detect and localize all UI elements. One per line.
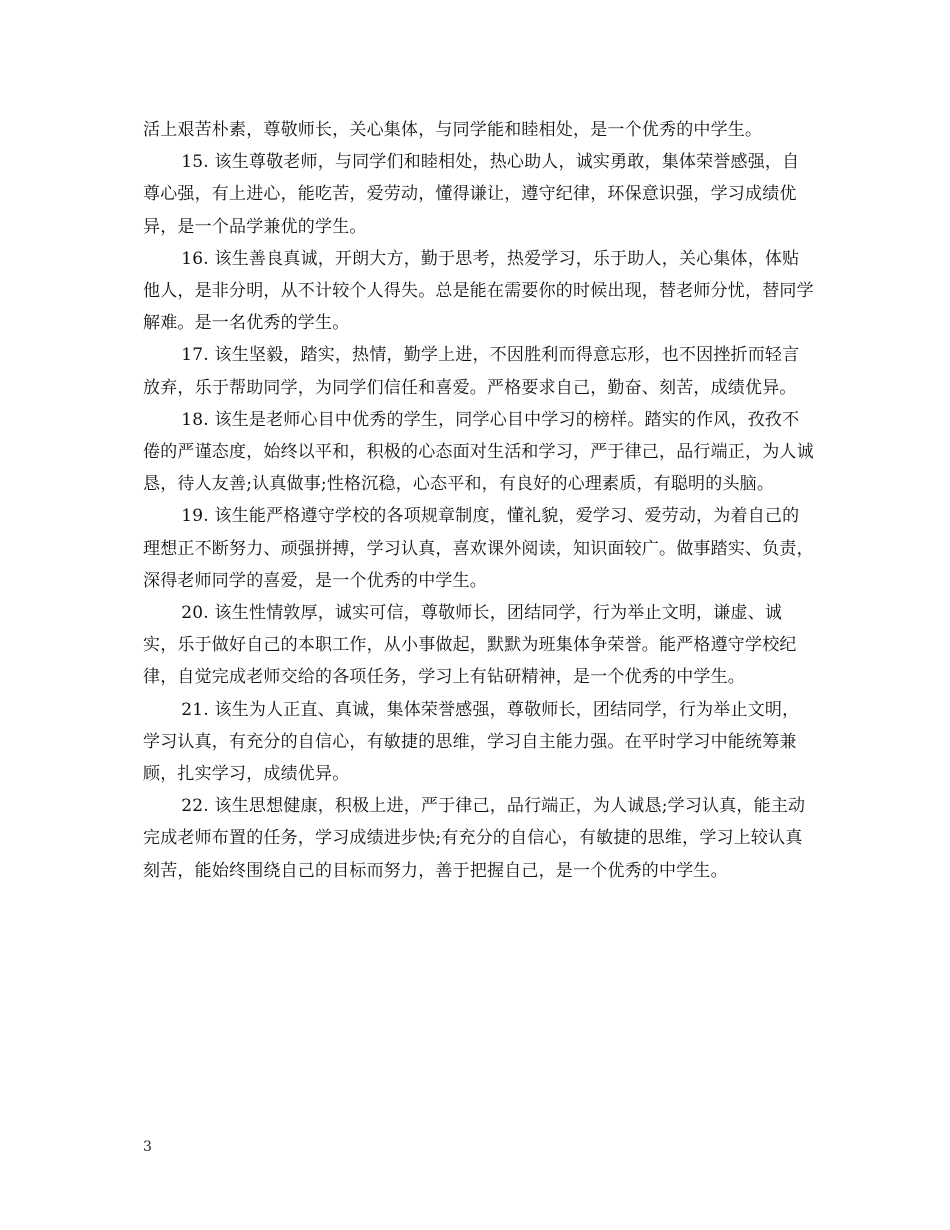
paragraph-item-21: 21. 该生为人正直、真诚，集体荣誉感强，尊敬师长，团结同学，行为举止文明，学习认真，有充分的自信心，有敏捷的思维，学习自主能力强。在平时学习中能统筹兼顾，扎实学习，成绩优异。 bbox=[143, 699, 800, 785]
paragraph-item-16: 16. 该生善良真诚，开朗大方，勤于思考，热爱学习，乐于助人，关心集体，体贴他人，是非分明，从不计较个人得失。总是能在需要你的时候出现，替老师分忧，替同学解难。是一名优秀的学生。 bbox=[143, 248, 814, 334]
paragraph-item-19: 19. 该生能严格遵守学校的各项规章制度，懂礼貌，爱学习、爱劳动，为着自己的理想正不断努力、顽强拼搏，学习认真，喜欢课外阅读，知识面较广。做事踏实、负责，深得老师同学的喜爱，是一个优秀的中学生。 bbox=[143, 506, 814, 591]
paragraph-item-18: 18. 该生是老师心目中优秀的学生，同学心目中学习的榜样。踏实的作风，孜孜不倦的严谨态度，始终以平和，积极的心态面对生活和学习，严于律己，品行端正，为人诚恳，待人友善;认真做事;性格沉稳，心态平和，有良好的心理素质，有聪明的头脑。 bbox=[143, 409, 814, 495]
paragraph-item-20: 20. 该生性情敦厚，诚实可信，尊敬师长，团结同学，行为举止文明，谦虚、诚实，乐于做好自己的本职工作，从小事做起，默默为班集体争荣誉。能严格遵守学校纪律，自觉完成老师交给的各项任务，学习上有钻研精神，是一个优秀的中学生。 bbox=[143, 603, 797, 688]
paragraph-item-17: 17. 该生坚毅，踏实，热情，勤学上进，不因胜利而得意忘形，也不因挫折而轻言放弃，乐于帮助同学，为同学们信任和喜爱。严格要求自己，勤奋、刻苦，成绩优异。 bbox=[143, 345, 800, 398]
paragraph-item-15: 15. 该生尊敬老师，与同学们和睦相处，热心助人，诚实勇敢，集体荣誉感强，自尊心强，有上进心，能吃苦，爱劳动，懂得谦让，遵守纪律，环保意识强，学习成绩优异，是一个品学兼优的学生。 bbox=[143, 152, 800, 237]
document-body bbox=[143, 114, 815, 887]
page-number: 3 bbox=[143, 1139, 152, 1155]
paragraph-item-22: 22. 该生思想健康，积极上进，严于律己，品行端正，为人诚恳;学习认真，能主动完成老师布置的任务，学习成绩进步快;有充分的自信心，有敏捷的思维，学习上较认真刻苦，能始终围绕自己的目标而努力，善于把握自己，是一个优秀的中学生。 bbox=[143, 796, 806, 881]
paragraph-continuation: 活上艰苦朴素，尊敬师长，关心集体，与同学能和睦相处，是一个优秀的中学生。 bbox=[143, 120, 763, 140]
